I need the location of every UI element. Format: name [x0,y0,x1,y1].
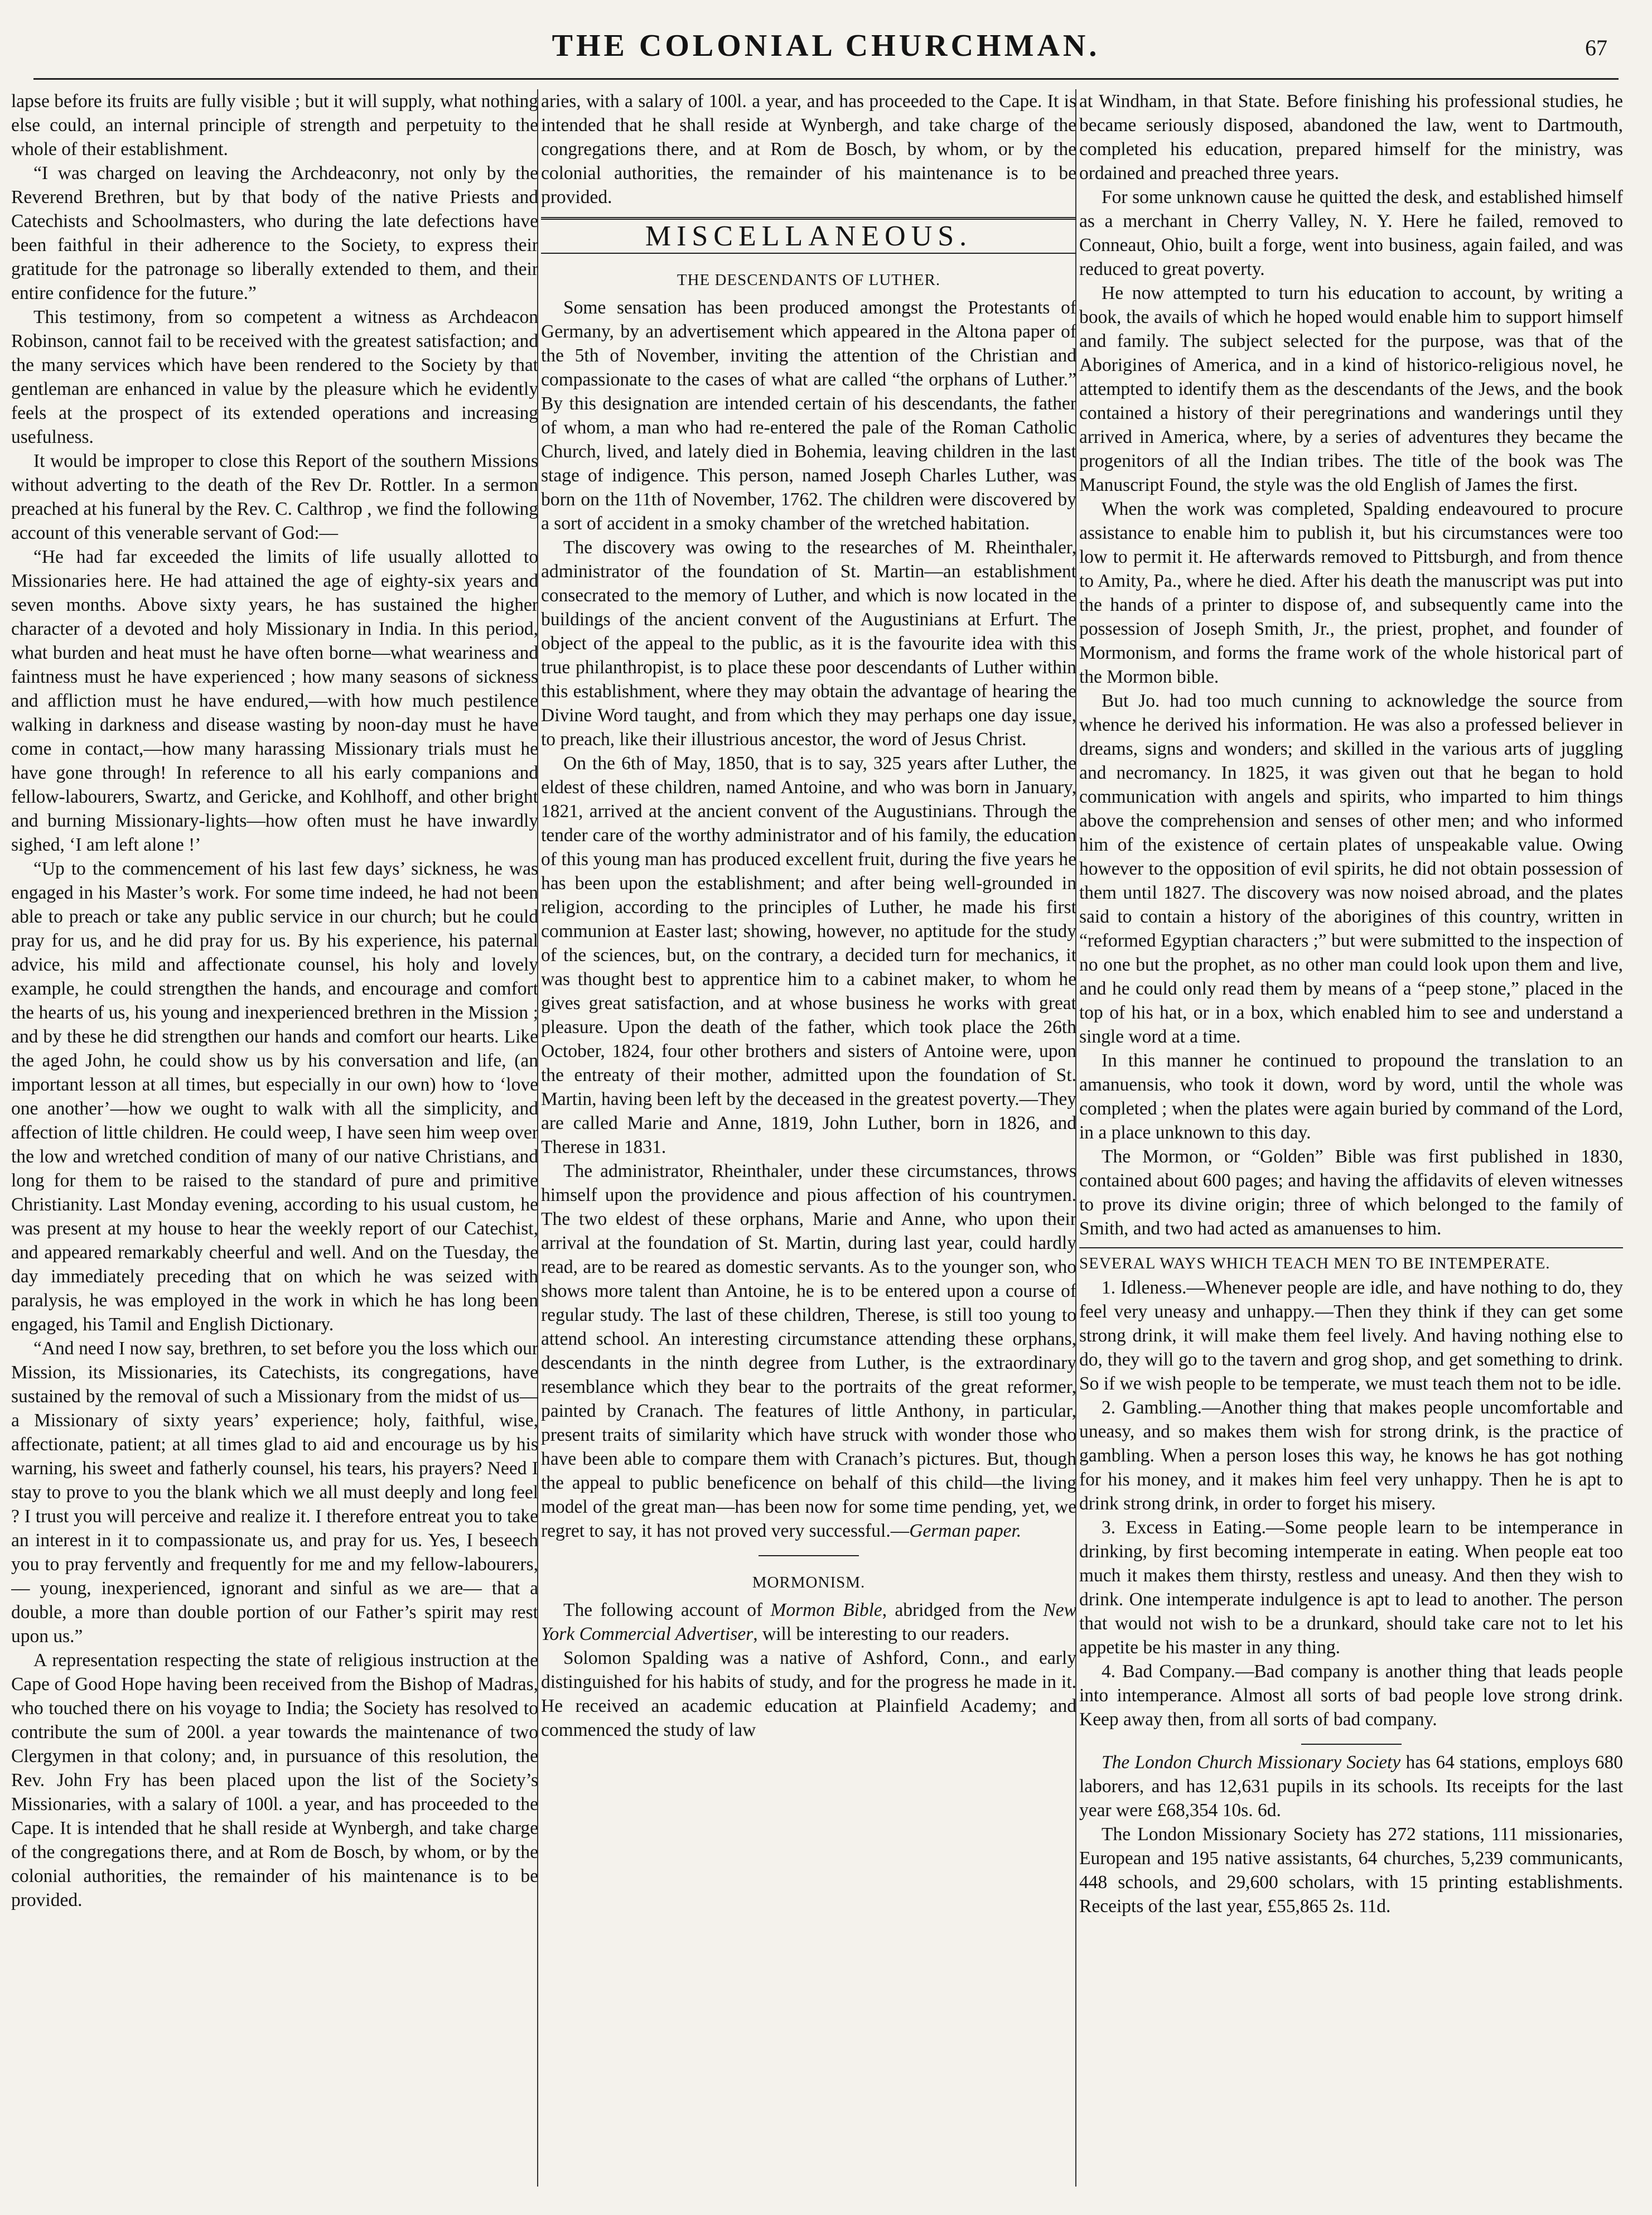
paragraph [541,1159,1076,1543]
paragraph: It would be improper to close this Report of the southern Missions without adverting to the death of the Rev Dr. Rottler. In a sermon preached at his funeral by the Rev. C. Calthrop , we find the following account of this venerable servant of God:— [11,451,538,543]
paragraph: This testimony, from so competent a witness as Archdeacon Robinson, cannot fail to be received with the greatest satisfaction; and the many services which have been rendered to the Society by that gentleman are enhanced in value by the pleasure which he evidently feels at the prospect of its extended operations and increasing usefulness. [11,307,538,447]
continued-text: aries, with a salary of 100l. a year, and has proceeded to the Cape. It is intended that he shall reside at Wynbergh, and take charge of the congregations there, and at Rom de Bosch, by whom, or by the colonial authorities, the remainder of his maintenance is to be provided. [541,91,1076,207]
list-item: 4. Bad Company.—Bad company is another thing that leads people into intemperance. Almost all sorts of bad people love strong drink. Keep away then, from all sorts of bad company. [1079,1661,1623,1730]
paragraph: In this manner he continued to propound the translation to an amanuensis, who took it down, word by word, until the whole was completed ; when the plates were again buried by command of the Lord, in a place unknown to this day. [1079,1050,1623,1143]
intro-text: , will be interesting to our readers. [753,1624,1009,1644]
paragraph: The London Missionary Society has 272 stations, 111 missionaries, European and 195 native assistants, 64 churches, 5,239 communicants, 448 schools, and 29,600 scholars, with 15 printing establishments. Receipts of the last year, £55,865 2s. 11d. [1079,1824,1623,1917]
paragraph: The Mormon, or “Golden” Bible was first published in 1830, contained about 600 pages; and having the affidavits of eleven witnesses to prove its divine origin; three of which belonged to the family of Smith, and two had acted as amanuenses to him. [1079,1146,1623,1239]
paragraph: at Windham, in that State. Before finishing his professional studies, he became seriously disposed, abandoned the law, went to Dartmouth, completed his education, prepared himself for the ministry, was ordained and preached three years. [1079,91,1623,184]
section-heading: MISCELLANEOUS. [541,217,1076,254]
list-item: 3. Excess in Eating.—Some people learn to be intemperance in drinking, by first becoming intemperate in eating. When people eat too much it makes them thirsty, restless and uneasy. And then they wish to drink. One intemperate indulgence is apt to lead to another. The person that would not wish to be a drunkard, should take care not to let his appetite be his master in any thing. [1079,1517,1623,1658]
intro-paragraph [541,1598,1076,1646]
quoted-paragraph: “Up to the commencement of his last few days’ sickness, he was engaged in his Master’s work. For some time indeed, he had not been able to preach or take any public service in our church; but he could pray for us, and he did pray for us. By his experience, his paternal advice, his mild and affectionate counsel, his holy and lovely example, he could strengthen the hands, and encourage and comfort the hearts of us, his young and inexperienced brethren in the Mission ; and by these he did strengthen our hands and comfort our hearts. Like the aged John, he could show us by his conversation and life, (an important lesson at all times, but especially in our own) how to ‘love one another’—how we ought to walk with all the simplicity, and affection of little children. He could weep, I have seen him weep over the low and wretched condition of many of our native Christians, and long for them to be raised to the standard of pure and primitive Christianity. Last Monday evening, according to his usual custom, he was present at my house to hear the weekly report of our Catechist, and appeared remarkably cheerful and well. And on the Tuesday, the day immediately preceding that on which he was seized with paralysis, he was employed in the work in which he has long been engaged, his Tamil and English Dictionary. [11,858,538,1335]
paragraph: On the 6th of May, 1850, that is to say, 325 years after Luther, the eldest of these children, named Antoine, and who was born in January, 1821, arrived at the ancient convent of the Augustinians. Through the tender care of the worthy administrator and of his family, the education of this young man has produced excellent fruit, during the five years he has been upon the establishment; and after being well-grounded in religion, according to the principles of Luther, he made his first communion at Easter last; showing, however, no aptitude for the study of the sciences, but, on the contrary, a decided turn for mechanics, it was thought best to apprentice him to a cabinet maker, to whom he gives great satisfaction, and at whose business he works with great pleasure. Upon the death of the father, which took place the 26th October, 1824, four other brothers and sisters of Antoine were, upon the entreaty of their mother, admitted upon the foundation of St. Martin, having been left by the deceased in the greatest poverty.—They are called Marie and Anne, 1819, John Luther, born in 1826, and Therese in 1831. [541,753,1076,1157]
list-item: 1. Idleness.—Whenever people are idle, and have nothing to do, they feel very uneasy and unhappy.—Then they think if they can get some strong drink, it will make them feel lively. And having nothing else to do, they will go to the tavern and grog shop, and get something to drink. So if we wish people to be temperate, we must teach them not to be idle. [1079,1277,1623,1394]
paragraph: The discovery was owing to the researches of M. Rheinthaler, administrator of the foundation of St. Martin—an establishment consecrated to the memory of Luther, and which is now located in the buildings of the ancient convent of the Augustinians at Erfurt. The object of the appeal to the public, as it is the favourite idea with this true philanthropist, is to place these poor descendants of Luther within this establishment, where they may obtain the advantage of hearing the Divine Word taught, and from which they may perhaps one day issue, to preach, like their illustrious ancestor, the word of Jesus Christ. [541,537,1076,750]
paragraph: A representation respecting the state of religious instruction at the Cape of Good Hope having been received from the Bishop of Madras, who touched there on his voyage to India; the Society has resolved to contribute the sum of 200l. a year towards the maintenance of two Clergymen in that colony; and, in pursuance of this resolution, the Rev. John Fry has been placed upon the list of the Society’s Missionaries, with a salary of 100l. a year, and has proceeded to the Cape. It is intended that he shall reside at Wynbergh, and take charge of the congregations there, and at Rom de Bosch, by whom, or by the colonial authorities, the remainder of his maintenance is to be provided. [11,1650,538,1910]
column-3 [1079,89,1623,2187]
intro-title: Mormon Bible [770,1600,882,1620]
paragraph-text: The administrator, Rheinthaler, under these circumstances, throws himself upon the providence and pious affection of his countrymen. The two eldest of these orphans, Marie and Anne, who upon their arrival at the foundation of St. Martin, during last year, could hardly read, are to be reared as domestic servants. As to the younger son, who shows more talent than Antoine, he is to be entered upon a course of regular study. The last of these children, Therese, is still too young to attend school. An interesting circumstance attending these orphans, descendants in the ninth degree from Luther, is the extraordinary resemblance which they bear to the portraits of the great reformer, painted by Cranach. The features of little Anthony, in particular, present traits of similarity which have struck with wonder those who have been able to compare them with Cranach’s pictures. But, though the appeal to public beneficence on behalf of this child—the living model of the great man—has been now for some time pending, yet, we regret to say, it has not proved very successful.— [541,1161,1076,1541]
paragraph: For some unknown cause he quitted the desk, and established himself as a merchant in Cherry Valley, N. Y. Here he failed, removed to Conneaut, Ohio, built a forge, went into business, again failed, and was reduced to great poverty. [1079,187,1623,279]
source-citation: German paper. [909,1521,1022,1541]
divider [1079,1247,1623,1248]
running-title: THE COLONIAL CHURCHMAN. [552,28,1100,63]
quoted-paragraph: “He had far exceeded the limits of life usually allotted to Missionaries here. He had attained the age of eighty-six years and seven months. Above sixty years, he has sustained the higher character of a devoted and holy Missionary in India. In this period, what burden and heat must he have often borne—what weariness and faintness must he have experienced ; how many seasons of sickness and affliction must he have endured,—with how much pestilence walking in darkness and disease wasting by noon-day must he have come in contact,—how many harassing Missionary trials must he have gone through! In reference to all his early companions and fellow-labourers, Swartz, and Gericke, and Kohlhoff, and other bright and burning Missionary-lights—how often must he have inwardly sighed, ‘I am left alone !’ [11,547,538,855]
header-rule [33,78,1619,80]
paragraph: He now attempted to turn his education to account, by writing a book, the avails of which he hoped would enable him to support himself and family. The subject selected for the purpose, was that of the Aborigines of America, and in a kind of historico-religious novel, he attempted to identify them as the descendants of the Jews, and the book contained a history of their peregrinations and wanderings until they arrived in America, where, by a series of adventures they became the progenitors of all the Indian tribes. The title of the book was The Manuscript Found, the style was the old English of James the first. [1079,283,1623,495]
divider [1301,1744,1402,1745]
article-heading: THE DESCENDANTS OF LUTHER. [677,271,941,289]
list-item: 2. Gambling.—Another thing that makes people uncomfortable and uneasy, and so makes them wish for strong drink, is the practice of gambling. When a person loses this way, he knows he has got nothing for his money, and it makes him feel very unhappy. Then he is apt to drink strong drink, in order to forget his misery. [1079,1397,1623,1514]
paragraph: Some sensation has been produced amongst the Protestants of Germany, by an advertisement which appeared in the Altona paper of the 5th of November, inviting the attention of the Christian and compassionate to the cases of what are called “the orphans of Luther.” By this designation are intended certain of his descendants, the father of whom, a man who had re-entered the pale of the Roman Catholic Church, lived, and lately died in Bohemia, leaving children in the last stage of indigence. This person, named Joseph Charles Luther, was born on the 11th of November, 1762. The children were discovered by a sort of accident in a smoky chamber of the wretched habitation. [541,297,1076,534]
society-name: The London Church Missionary Society [1102,1752,1401,1773]
article-heading: MORMONISM. [752,1574,866,1591]
paragraph [1079,1750,1623,1822]
quoted-paragraph: “And need I now say, brethren, to set before you the loss which our Mission, its Missionaries, its Catechists, its congregations, have sustained by the removal of such a Missionary from the midst of us—a Missionary of sixty years’ experience; holy, faithful, wise, affectionate, patient; at all times glad to aid and encourage us by his warning, his sweet and fatherly counsel, his tears, his prayers? Need I stay to prove to you the blank which we all must deeply and long feel ? I trust you will perceive and realize it. I therefore entreat you to take an interest in it to compassionate us, and pray for us. Yes, I beseech you to pray fervently and frequently for me and my fellow-labourers,— young, inexperienced, ignorant and sinful as we are— that a double, a more than double portion of our Father’s spirit may rest upon us.” [11,1338,538,1647]
paragraph: lapse before its fruits are fully visible ; but it will supply, what nothing else could, an internal principle of strength and perpetuity to the whole of their establishment. [11,91,538,160]
column-2 [541,89,1076,2187]
article-heading: SEVERAL WAYS WHICH TEACH MEN TO BE INTEMPERATE. [1079,1254,1550,1272]
paragraph-text: has 64 stations, employs 680 laborers, and has 12,631 pupils in its schools. Its receipts for the last year were £68,354 10s. 6d. [1079,1752,1623,1821]
paragraph: Solomon Spalding was a native of Ashford, Conn., and early distinguished for his habits of study, and for the progress he made in it. He received an academic education at Plainfield Academy; and commenced the study of law [541,1648,1076,1740]
column-1 [11,89,538,2187]
divider [759,1555,859,1556]
intro-source: New York Commercial Advertiser [541,1600,1076,1644]
intro-text: The following account of [563,1600,771,1620]
paragraph: “I was charged on leaving the Archdeaconry, not only by the Reverend Brethren, but by that body of the native Priests and Catechists and Schoolmasters, who during the late defections have been faithful in their adherence to the Society, to express their gratitude for the patronage so liberally extended to them, and their entire confidence for the future.” [11,163,538,303]
paragraph: When the work was completed, Spalding endeavoured to procure assistance to enable him to publish it, but his circumstances were too low to permit it. He afterwards removed to Pittsburgh, and from thence to Amity, Pa., where he died. After his death the manuscript was put into the hands of a printer to dispose of, and subsequently came into the possession of Joseph Smith, Jr., the priest, prophet, and founder of Mormonism, and forms the frame work of the whole historical part of the Mormon bible. [1079,499,1623,687]
page-number: 67 [1585,35,1607,60]
page-header [39,22,1613,73]
intro-text: , abridged from the [882,1600,1044,1620]
paragraph: But Jo. had too much cunning to acknowledge the source from whence he derived his information. He was also a professed believer in dreams, signs and wonders; and skilled in the various arts of juggling and necromancy. In 1825, it was given out that he began to hold communication with angels and spirits, who imparted to him things above the comprehension and senses of other men; and who informed him of the existence of certain plates of unspeakable value. Owing however to the opposition of evil spirits, he did not obtain possession of them until 1827. The discovery was now noised abroad, and the plates said to contain a history of the aborigines of this country, written in “reformed Egyptian characters ;” but were submitted to the inspection of no one but the prophet, as no other man could look upon them and live, and he could only read them by means of a “peep stone,” placed in the top of his hat, or in a box, which enabled him to see and understand a single word at a time. [1079,691,1623,1047]
